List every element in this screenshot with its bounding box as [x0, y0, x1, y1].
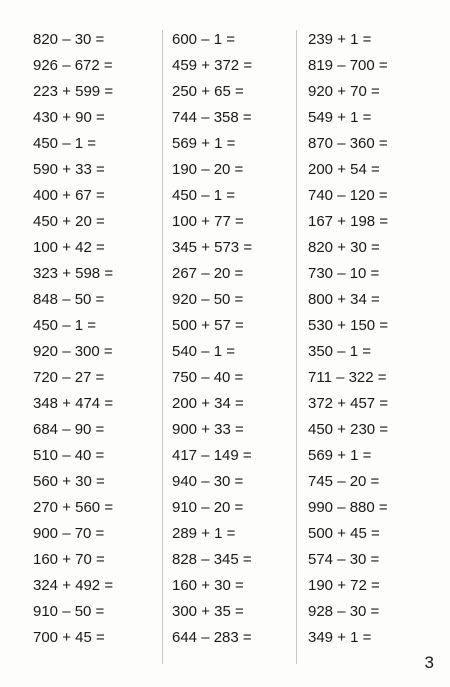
math-problem: 820 – 30 = [33, 31, 105, 48]
math-problem: 459 + 372 = [172, 57, 253, 74]
math-problem: 270 + 560 = [33, 499, 114, 516]
math-problem: 250 + 65 = [172, 83, 244, 100]
math-problem: 600 – 1 = [172, 31, 235, 48]
math-problem: 900 + 33 = [172, 421, 244, 438]
math-problem: 720 – 27 = [33, 369, 105, 386]
math-problem: 289 + 1 = [172, 525, 236, 542]
math-problem: 740 – 120 = [308, 187, 388, 204]
math-problem: 745 – 20 = [308, 473, 380, 490]
math-problem: 345 + 573 = [172, 239, 253, 256]
math-problem: 450 + 230 = [308, 421, 389, 438]
math-problem: 819 – 700 = [308, 57, 388, 74]
math-problem: 372 + 457 = [308, 395, 389, 412]
page-number: 3 [424, 653, 434, 672]
math-problem: 450 – 1 = [172, 187, 235, 204]
math-problem: 870 – 360 = [308, 135, 388, 152]
math-problem: 100 + 42 = [33, 239, 105, 256]
math-problem: 400 + 67 = [33, 187, 105, 204]
math-problem: 300 + 35 = [172, 603, 244, 620]
math-problem: 223 + 599 = [33, 83, 114, 100]
math-problem: 417 – 149 = [172, 447, 252, 464]
problem-column-3 [308, 30, 388, 654]
math-problem: 450 – 1 = [33, 135, 96, 152]
math-problem: 730 – 10 = [308, 265, 380, 282]
math-problem: 560 + 30 = [33, 473, 105, 490]
math-problem: 990 – 880 = [308, 499, 388, 516]
math-problem: 324 + 492 = [33, 577, 114, 594]
math-problem: 450 + 20 = [33, 213, 105, 230]
math-problem: 323 + 598 = [33, 265, 114, 282]
math-problem: 569 + 1 = [172, 135, 236, 152]
math-problem: 828 – 345 = [172, 551, 252, 568]
math-problem: 450 – 1 = [33, 317, 96, 334]
math-problem: 569 + 1 = [308, 447, 372, 464]
math-problem: 267 – 20 = [172, 265, 244, 282]
problem-column-1 [33, 30, 113, 654]
math-problem: 510 – 40 = [33, 447, 105, 464]
math-problem: 500 + 57 = [172, 317, 244, 334]
math-problem: 590 + 33 = [33, 161, 105, 178]
math-problem: 239 + 1 = [308, 31, 372, 48]
math-problem: 750 – 40 = [172, 369, 244, 386]
math-problem: 190 + 72 = [308, 577, 380, 594]
column-divider-right [296, 30, 297, 664]
math-problem: 500 + 45 = [308, 525, 380, 542]
math-problem: 540 – 1 = [172, 343, 235, 360]
math-problem: 928 – 30 = [308, 603, 380, 620]
math-problem: 920 – 300 = [33, 343, 113, 360]
math-problem: 684 – 90 = [33, 421, 105, 438]
math-problem: 920 + 70 = [308, 83, 380, 100]
math-problem: 744 – 358 = [172, 109, 252, 126]
math-problem: 160 + 70 = [33, 551, 105, 568]
math-problem: 910 – 20 = [172, 499, 244, 516]
math-problem: 530 + 150 = [308, 317, 389, 334]
math-problem: 100 + 77 = [172, 213, 244, 230]
math-problem: 800 + 34 = [308, 291, 380, 308]
math-problem: 430 + 90 = [33, 109, 105, 126]
math-problem: 349 + 1 = [308, 629, 372, 646]
math-problem: 926 – 672 = [33, 57, 113, 74]
math-problem: 167 + 198 = [308, 213, 389, 230]
math-problem: 160 + 30 = [172, 577, 244, 594]
problem-column-2 [172, 30, 252, 654]
math-problem: 574 – 30 = [308, 551, 380, 568]
math-problem: 900 – 70 = [33, 525, 105, 542]
math-problem: 940 – 30 = [172, 473, 244, 490]
math-problem: 910 – 50 = [33, 603, 105, 620]
math-problem: 200 + 34 = [172, 395, 244, 412]
math-problem: 711 – 322 = [308, 369, 387, 386]
math-problem: 920 – 50 = [172, 291, 244, 308]
column-divider-left [162, 30, 163, 664]
math-problem: 820 + 30 = [308, 239, 380, 256]
math-problem: 549 + 1 = [308, 109, 372, 126]
math-problem: 350 – 1 = [308, 343, 371, 360]
math-problem: 348 + 474 = [33, 395, 114, 412]
math-problem: 700 + 45 = [33, 629, 105, 646]
math-problem: 200 + 54 = [308, 161, 380, 178]
math-problem: 644 – 283 = [172, 629, 252, 646]
math-problem: 848 – 50 = [33, 291, 105, 308]
math-problem: 190 – 20 = [172, 161, 244, 178]
